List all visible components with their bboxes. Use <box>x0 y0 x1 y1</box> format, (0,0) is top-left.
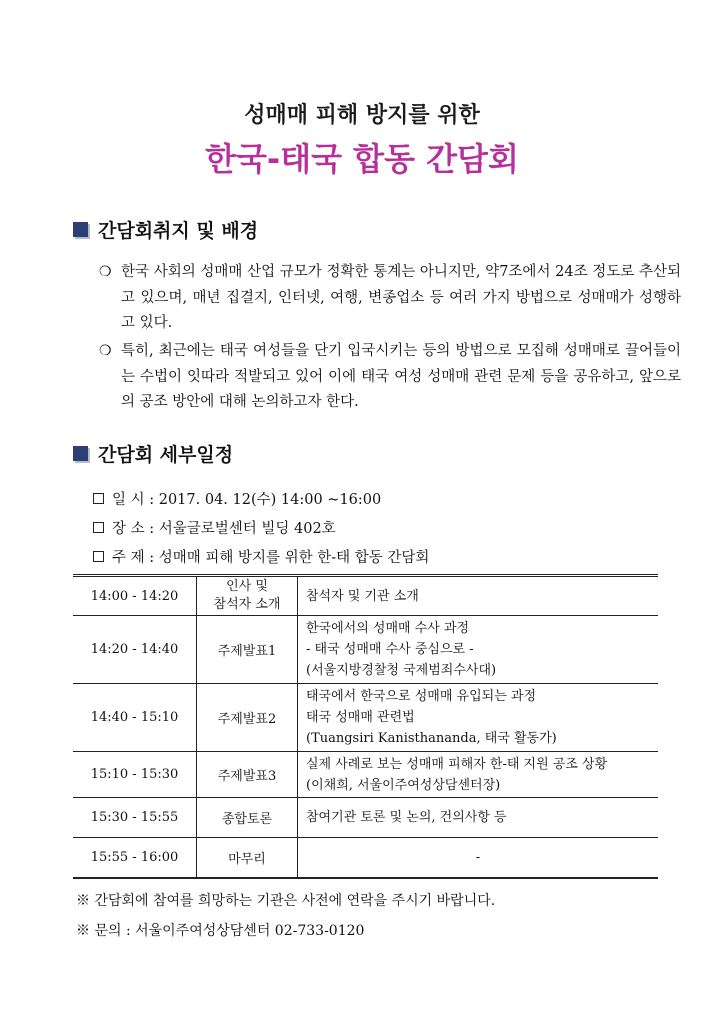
background-bullet-text: 한국 사회의 성매매 산업 규모가 정확한 통계는 아니지만, 약7조에서 24조 정도로 추산되고 있으며, 매년 집결지, 인터넷, 여행, 변종업소 등 여러 가지 방법으로 성매매가 성행하고 있다. <box>121 264 681 331</box>
content-line: 태국에서 한국으로 성매매 유입되는 과정 <box>306 689 537 704</box>
main-title: 한국-태국 합동 간담회 <box>205 140 519 178</box>
content-line: - 태국 성매매 수사 중심으로 - <box>306 642 474 657</box>
table-row <box>73 838 658 878</box>
content-line: 한국에서의 성매매 수사 과정 <box>306 621 470 636</box>
content-cell <box>298 838 659 878</box>
table-row <box>73 798 658 838</box>
section-background-title: 간담회취지 및 배경 <box>98 220 259 242</box>
table-row <box>73 752 658 798</box>
section-cell: 인사 및 참석자 소개 <box>197 576 298 616</box>
info-topic <box>93 546 429 567</box>
checkbox-icon <box>93 522 104 533</box>
section-schedule-heading <box>73 440 233 467</box>
schedule-table <box>73 574 658 879</box>
info-place <box>93 517 336 538</box>
circle-bullet-icon: ❍ <box>99 343 112 359</box>
content-line: - <box>475 849 481 865</box>
checkbox-icon <box>93 551 104 562</box>
subtitle: 성매매 피해 방지를 위한 <box>244 103 480 128</box>
time-cell: 14:20 - 14:40 <box>73 616 197 684</box>
content-cell <box>298 576 659 616</box>
section-background-heading <box>73 216 258 243</box>
time-cell: 14:40 - 15:10 <box>73 684 197 752</box>
section-schedule-title: 간담회 세부일정 <box>98 444 234 466</box>
content-line: (이채희, 서울이주여성상담센터장) <box>306 777 501 793</box>
square-bullet-icon <box>73 446 88 461</box>
info-topic-text: 주 제 : 성매매 피해 방지를 위한 한-태 합동 간담회 <box>112 550 430 566</box>
circle-bullet-icon: ❍ <box>99 264 112 280</box>
info-place-text: 장 소 : 서울글로벌센터 빌딩 402호 <box>112 521 336 537</box>
section-cell: 주제발표3 <box>197 752 298 798</box>
note-participation: ※ 간담회에 참여를 희망하는 기관은 사전에 연락을 주시기 바랍니다. <box>76 893 496 909</box>
content-cell <box>298 616 659 684</box>
content-line: 태국 성매매 관련법 <box>306 710 415 725</box>
section-cell: 주제발표2 <box>197 684 298 752</box>
info-date-text: 일 시 : 2017. 04. 12(수) 14:00 ~16:00 <box>112 492 382 508</box>
table-row <box>73 616 658 684</box>
time-cell: 15:10 - 15:30 <box>73 752 197 798</box>
checkbox-icon <box>93 493 104 504</box>
section-cell: 종합토론 <box>197 798 298 838</box>
time-cell: 15:30 - 15:55 <box>73 798 197 838</box>
background-bullet-1 <box>99 260 681 337</box>
square-bullet-icon <box>73 222 88 237</box>
section-cell: 주제발표1 <box>197 616 298 684</box>
content-cell <box>298 684 659 752</box>
content-cell <box>298 752 659 798</box>
info-date <box>93 488 381 509</box>
note-contact: ※ 문의 : 서울이주여성상담센터 02-733-0120 <box>76 923 365 939</box>
content-cell <box>298 798 659 838</box>
content-line: 실제 사례로 보는 성매매 피해자 한-태 지원 공조 상황 <box>306 756 608 772</box>
background-bullet-2 <box>99 339 681 416</box>
content-line: 참여기관 토론 및 논의, 건의사항 등 <box>306 810 507 825</box>
time-cell: 14:00 - 14:20 <box>73 576 197 616</box>
table-row <box>73 576 658 616</box>
time-cell: 15:55 - 16:00 <box>73 838 197 878</box>
content-line: (서울지방경찰청 국제범죄수사대) <box>306 663 497 678</box>
section-cell: 마무리 <box>197 838 298 878</box>
background-bullet-text: 특히, 최근에는 태국 여성들을 단기 입국시키는 등의 방법으로 모집해 성매매로 끌어들이는 수법이 잇따라 적발되고 있어 이에 태국 여성 성매매 관련 문제 등을 공유하고, 앞으로의 공조 방안에 대해 논의하고자 한다. <box>121 343 681 410</box>
content-line: (Tuangsiri Kanisthananda, 태국 활동가) <box>306 731 557 746</box>
content-line: 참석자 및 기관 소개 <box>306 588 419 604</box>
table-row <box>73 684 658 752</box>
